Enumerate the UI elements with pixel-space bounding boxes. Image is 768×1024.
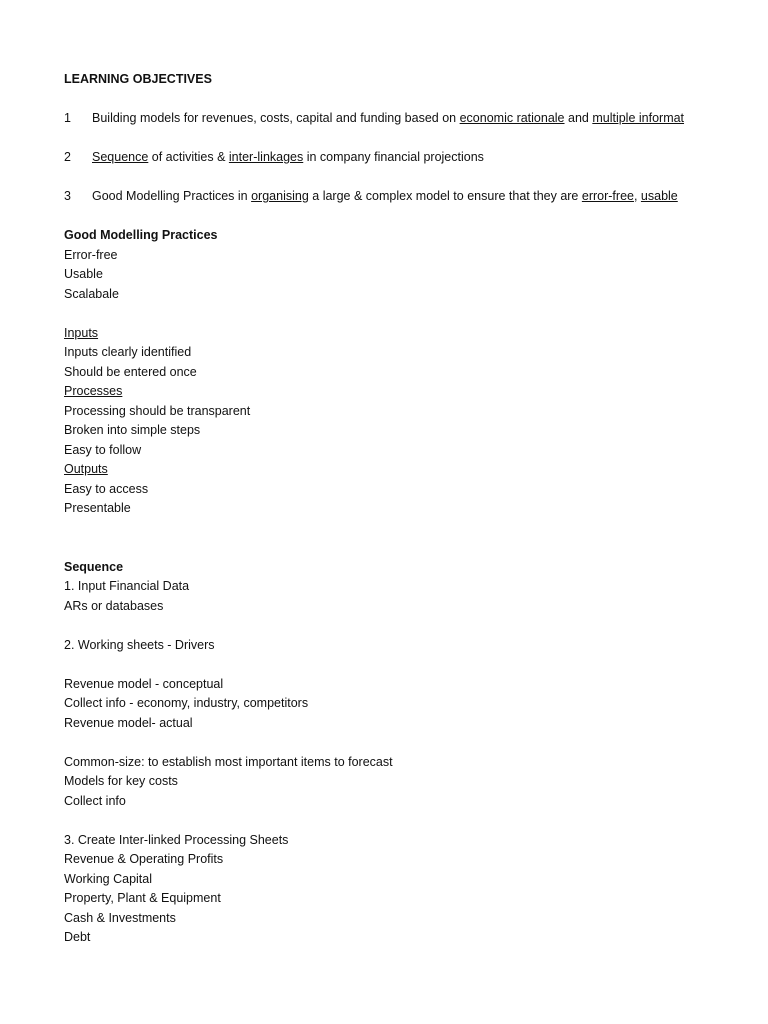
sequence-step-item: Collect info - economy, industry, competitors: [64, 696, 309, 710]
objective-text-part: a large & complex model to ensure that they are: [308, 189, 582, 203]
spacer: [64, 616, 704, 636]
objective-underlined-term: Sequence: [92, 150, 149, 164]
inputs-item: Should be entered once: [64, 364, 197, 379]
objective-text-part: Building models for revenues, costs, capital and funding based on: [92, 111, 460, 125]
practice-item: Scalabale: [64, 286, 119, 301]
objective-text-part: of activities &: [148, 150, 229, 164]
spacer: [64, 304, 704, 324]
spacer: [64, 655, 704, 675]
sequence-step-item: Revenue model - conceptual: [64, 676, 224, 691]
document-page: [64, 70, 704, 948]
objective-text: [92, 187, 678, 207]
objective-item-3: [64, 187, 696, 226]
objective-text-part: in company financial projections: [303, 150, 484, 164]
objective-text: [92, 148, 484, 168]
good-practices-heading: Good Modelling Practices: [64, 228, 218, 242]
practice-item: Error-free: [64, 247, 118, 262]
objective-text-part: Good Modelling Practices in: [92, 189, 252, 203]
objective-number: 3: [64, 189, 71, 203]
processes-item: Easy to follow: [64, 442, 142, 457]
practice-item: Usable: [64, 267, 103, 281]
processes-item: Broken into simple steps: [64, 423, 201, 437]
inputs-item: Inputs clearly identified: [64, 345, 192, 359]
sequence-step-item: ARs or databases: [64, 598, 164, 613]
objective-number: 1: [64, 111, 71, 125]
sequence-step-item: Models for key costs: [64, 774, 178, 788]
objective-underlined-term: usable: [640, 189, 678, 203]
objective-underlined-term: economic rationale: [459, 111, 565, 125]
sequence-step-item: Working Capital: [64, 871, 153, 886]
sequence-step-item: Property, Plant & Equipment: [64, 891, 221, 905]
spacer: [64, 519, 704, 558]
sequence-step-title: 2. Working sheets - Drivers: [64, 637, 215, 652]
outputs-label: Outputs: [64, 462, 108, 476]
sequence-step-item: Common-size: to establish most important items to forecast: [64, 754, 393, 769]
sequence-step-item: Collect info: [64, 793, 126, 808]
objective-text-part: and: [564, 111, 593, 125]
outputs-item: Presentable: [64, 501, 131, 515]
sequence-step-item: Cash & Investments: [64, 910, 176, 925]
outputs-item: Easy to access: [64, 481, 149, 496]
processes-item: Processing should be transparent: [64, 403, 251, 418]
objective-text: [92, 109, 684, 129]
sequence-heading: Sequence: [64, 559, 124, 574]
sequence-step-title: 3. Create Inter-linked Processing Sheets: [64, 832, 289, 847]
sequence-step-item: Revenue & Operating Profits: [64, 852, 224, 866]
sequence-step-item: Debt: [64, 930, 91, 944]
objective-item-1: [64, 109, 696, 148]
spacer: [64, 733, 704, 753]
spacer: [64, 811, 704, 831]
sequence-step-item: Revenue model- actual: [64, 715, 193, 730]
objective-text-part: ,: [633, 189, 641, 203]
objective-item-2: [64, 148, 696, 187]
objective-underlined-term: inter-linkages: [228, 150, 304, 164]
objective-number: 2: [64, 150, 71, 164]
objective-underlined-term: organising: [251, 189, 309, 203]
inputs-label: Inputs: [64, 325, 99, 340]
learning-objectives-heading: LEARNING OBJECTIVES: [64, 72, 212, 86]
sequence-step-title: 1. Input Financial Data: [64, 579, 190, 593]
processes-label: Processes: [64, 384, 123, 398]
objective-underlined-term: multiple informat: [592, 111, 685, 125]
objective-underlined-term: error-free: [581, 189, 634, 203]
